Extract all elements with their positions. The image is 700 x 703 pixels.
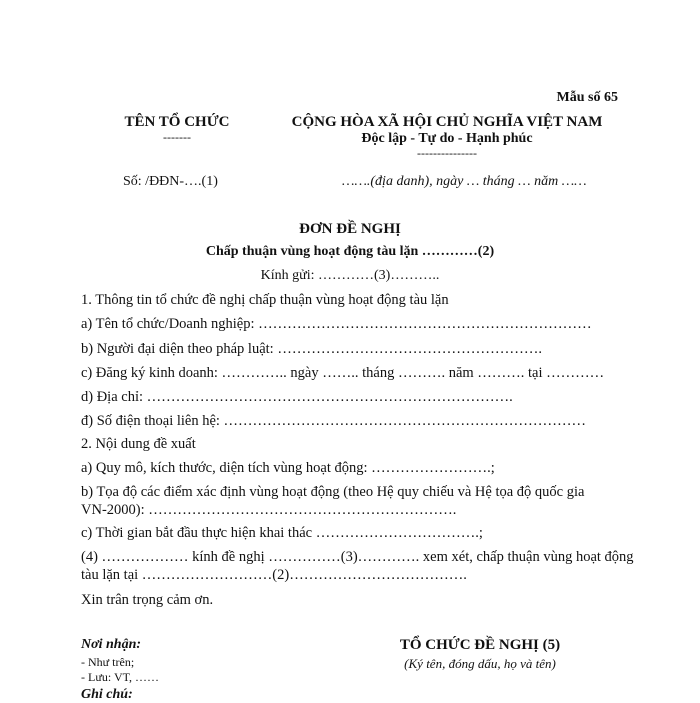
document-title: ĐƠN ĐỀ NGHỊ — [299, 221, 401, 237]
start-time-field: c) Thời gian bắt đầu thực hiện khai thác …………………………….; — [81, 525, 483, 541]
org-name-field: a) Tên tổ chức/Doanh nghiệp: …………………………………………………………… — [81, 316, 592, 332]
closing-line: Xin trân trọng cảm ơn. — [81, 592, 214, 608]
motto-rule: --------------- — [417, 146, 477, 160]
address-field: d) Địa chỉ: …………………………………………………………………. — [81, 389, 513, 405]
recipient-item: - Như trên; — [81, 655, 135, 669]
recipient-line: Kính gửi: …………(3)……….. — [260, 268, 440, 283]
business-registration-field: c) Đăng ký kinh doanh: ………….. ngày …….. tháng ………. năm ………. tại ………… — [81, 365, 605, 381]
phone-field: đ) Số điện thoại liên hệ: ………………………………………………………………… — [81, 413, 587, 429]
area-size-field: a) Quy mô, kích thước, diện tích vùng hoạt động: …………………….; — [81, 460, 495, 476]
recipients-label: Nơi nhận: — [81, 637, 142, 652]
coordinates-field-line-1: b) Tọa độ các điểm xác định vùng hoạt động (theo Hệ quy chiếu và Hệ tọa độ quốc gia — [81, 484, 585, 500]
national-motto: Độc lập - Tự do - Hạnh phúc — [361, 131, 533, 146]
org-rule: ------- — [163, 130, 191, 144]
request-paragraph-line-2: tàu lặn tại ………………………(2)………………………………. — [81, 567, 467, 583]
signer-title: TỔ CHỨC ĐỀ NGHỊ (5) — [399, 637, 561, 653]
section-1-heading: 1. Thông tin tổ chức đề nghị chấp thuận vùng hoạt động tàu lặn — [81, 292, 449, 308]
coordinates-field-line-2: VN-2000): ………………………………………………………. — [81, 502, 457, 518]
signer-note: (Ký tên, đóng dấu, họ và tên) — [404, 656, 556, 671]
country-name: CỘNG HÒA XÃ HỘI CHỦ NGHĨA VIỆT NAM — [291, 114, 603, 130]
recipient-item: - Lưu: VT, …… — [81, 670, 160, 684]
representative-field: b) Người đại diện theo pháp luật: ………………………………………………. — [81, 341, 542, 357]
section-2-heading: 2. Nội dung đề xuất — [81, 436, 196, 452]
form-number: Mẫu số 65 — [556, 90, 618, 105]
document-number: Số: /ĐĐN-….(1) — [123, 174, 218, 189]
place-date: …….(địa danh), ngày … tháng … năm …… — [342, 174, 587, 189]
request-paragraph-line-1: (4) ……………… kính đề nghị ……………(3)…………. xem xét, chấp thuận vùng hoạt động — [81, 549, 634, 565]
notes-label: Ghi chú: — [81, 687, 133, 702]
org-name: TÊN TỔ CHỨC — [124, 114, 230, 130]
document-subtitle: Chấp thuận vùng hoạt động tàu lặn …………(2) — [205, 244, 495, 259]
